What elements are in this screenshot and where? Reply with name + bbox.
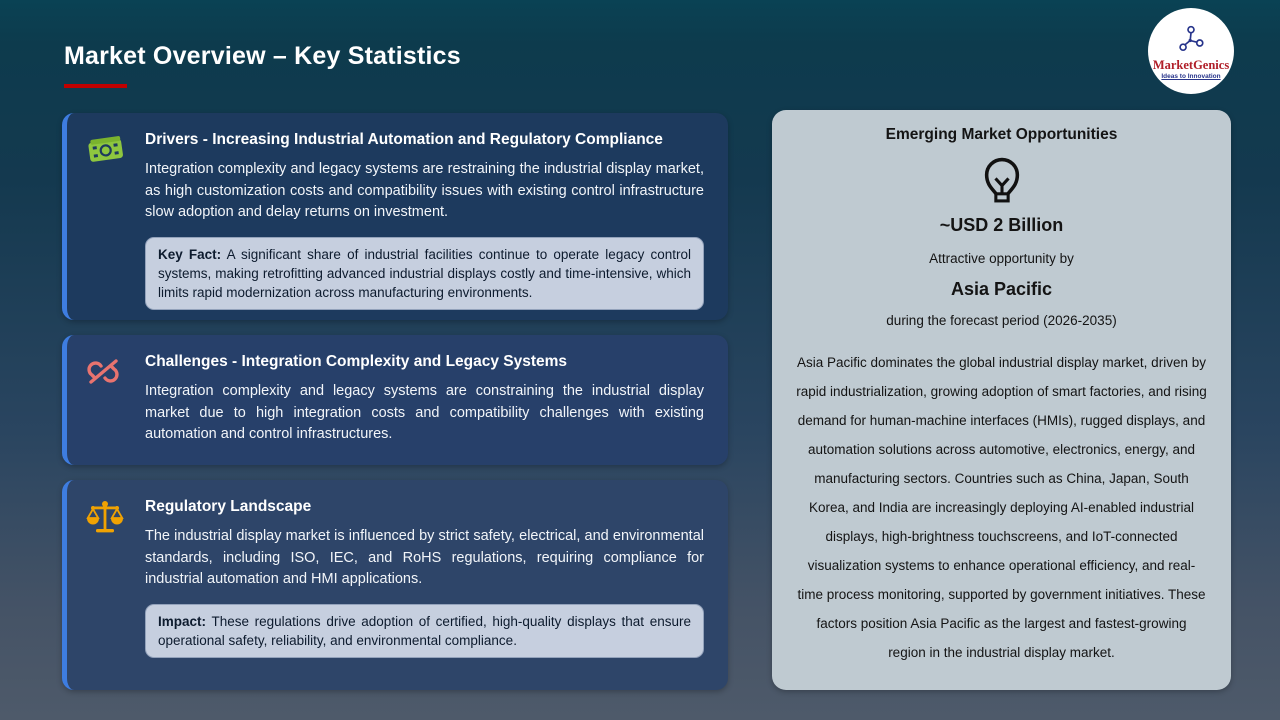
- opportunity-panel: [772, 110, 1231, 690]
- opportunity-panel-title: Emerging Market Opportunities: [885, 126, 1118, 143]
- title-underline: [64, 84, 127, 88]
- regulatory-title: Regulatory Landscape: [145, 498, 312, 515]
- scales-icon: [85, 494, 145, 542]
- drivers-body: Integration complexity and legacy systems are restraining the industrial display market, as high customization costs and compatibility issues with existing control infrastructure slow adoption and delay returns on investment.: [145, 161, 704, 220]
- challenges-card: [62, 335, 728, 465]
- banknote-icon: [85, 127, 145, 171]
- impact-label: Impact:: [158, 613, 207, 629]
- drivers-title: Drivers - Increasing Industrial Automation and Regulatory Compliance: [145, 131, 663, 148]
- lightbulb-icon: [796, 156, 1207, 213]
- key-fact-text: A significant share of industrial facilities continue to operate legacy control systems, making retrofitting advanced industrial displays costly and time-intensive, which limits rapid modernization across manufacturing environments.: [158, 246, 691, 300]
- drivers-card: [62, 113, 728, 320]
- opportunity-period: during the forecast period (2026-2035): [886, 313, 1117, 328]
- opportunity-value: ~USD 2 Billion: [939, 215, 1064, 235]
- challenges-card-content: [145, 349, 704, 446]
- challenges-title: Challenges - Integration Complexity and Legacy Systems: [145, 353, 568, 370]
- molecule-icon: [1174, 23, 1208, 58]
- opportunity-description: Asia Pacific dominates the global industrial display market, driven by rapid industrialization, growing adoption of smart factories, and rising demand for human-machine interfaces (HMIs), rugged displays, and automation solutions across automotive, electronics, energy, and manufacturing sectors. Countries such as China, Japan, South Korea, and India are increasingly deploying AI-enabled industrial displays, high-brightness touchscreens, and IoT-connected visualization systems to enhance operational efficiency, and real-time process monitoring, supported by government initiatives. These factors position Asia Pacific as the largest and fastest-growing region in the industrial display market.: [796, 355, 1207, 660]
- page-title: Market Overview – Key Statistics: [64, 42, 461, 70]
- impact-box: [145, 604, 704, 658]
- regulatory-card-content: [145, 494, 704, 658]
- key-fact-label: Key Fact:: [158, 246, 222, 262]
- broken-link-icon: [85, 349, 145, 395]
- regulatory-body: The industrial display market is influenced by strict safety, electrical, and environmental standards, including ISO, IEC, and RoHS regulations, requiring compliance for industrial automation and HMI applications.: [145, 528, 704, 587]
- impact-text: These regulations drive adoption of certified, high-quality displays that ensure operational safety, reliability, and environmental compliance.: [158, 613, 691, 648]
- opportunity-subtitle: Attractive opportunity by: [929, 251, 1074, 266]
- challenges-body: Integration complexity and legacy systems are constraining the industrial display market due to high integration costs and compatibility challenges with existing automation and control infrastructures.: [145, 383, 704, 442]
- logo-tagline-text: Ideas to Innovation: [1161, 72, 1221, 80]
- logo-brand-text: MarketGenics: [1152, 57, 1230, 72]
- drivers-card-content: [145, 127, 704, 310]
- regulatory-card: [62, 480, 728, 690]
- opportunity-region: Asia Pacific: [950, 279, 1053, 299]
- key-fact-box: [145, 237, 704, 310]
- company-logo: [1148, 8, 1234, 94]
